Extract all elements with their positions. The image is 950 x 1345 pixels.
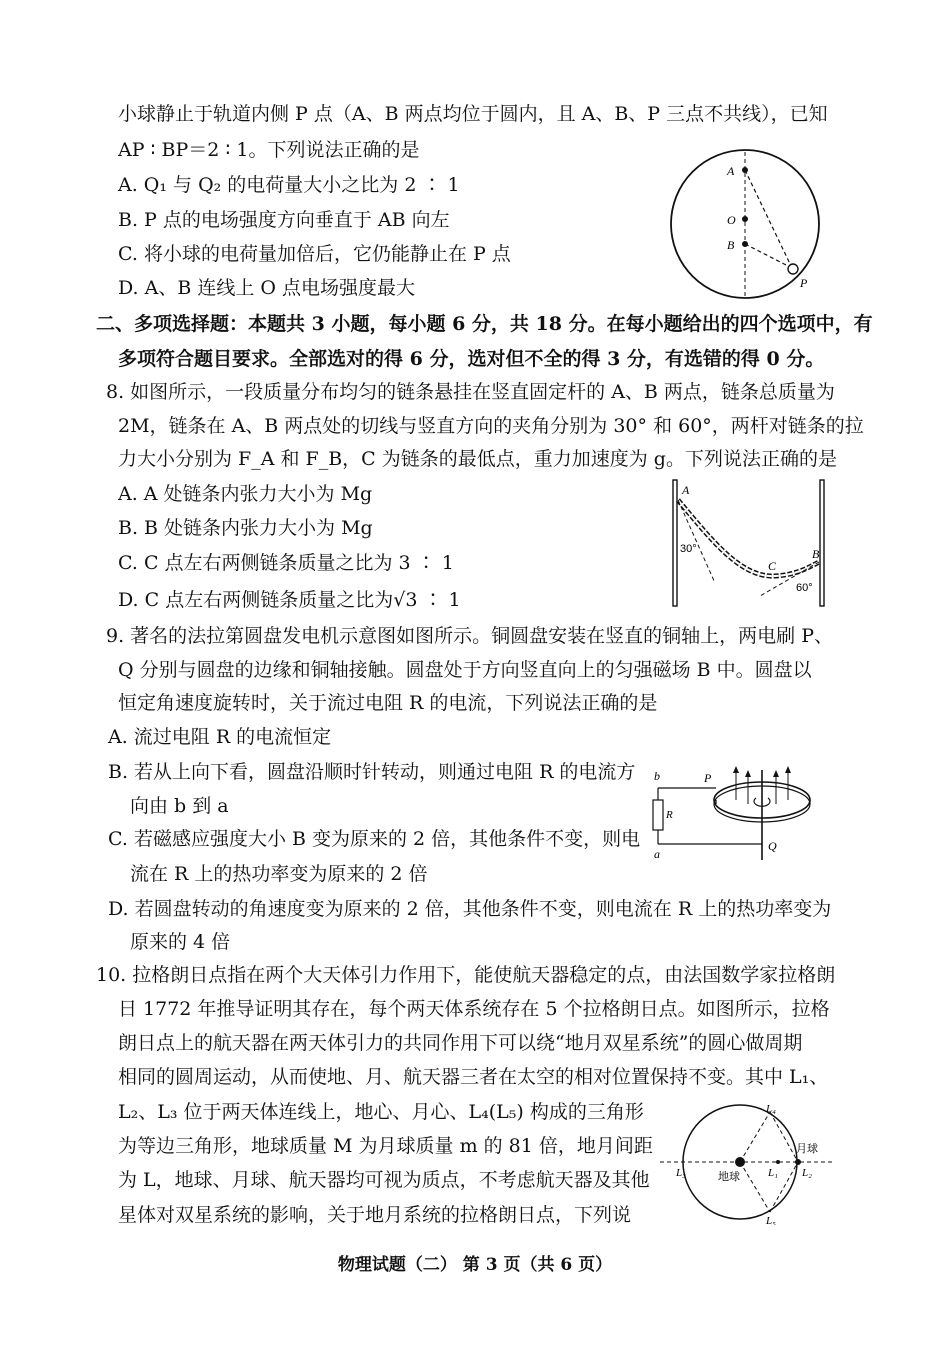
q10-label-l1: L₁ [768,1167,778,1179]
q10-label-l3: L₃ [676,1167,686,1179]
q10-line-6: 为等边三角形，地球质量 M 为月球质量 m 的 81 倍，地月间距 [118,1135,653,1157]
q8-label-b: B [812,547,820,561]
q10-line-5: L₂、L₃ 位于两天体连线上，地心、月心、L₄(L₅) 构成的三角形 [118,1101,644,1123]
q10-line-4: 相同的圆周运动，从而使地、月、航天器三者在太空的相对位置保持不变。其中 L₁、 [118,1066,829,1088]
q9-label-r: R [666,809,673,821]
q10-label-moon: 月球 [796,1142,818,1155]
q7-label-o: O [727,213,736,227]
q9-option-b-line-2: 向由 b 到 a [130,795,229,817]
q7-line-1: 小球静止于轨道内侧 P 点（A、B 两点均位于圆内，且 A、B、P 三点不共线），已知 [118,103,828,125]
q9-option-c-line-1: C. 若磁感应强度大小 B 变为原来的 2 倍，其他条件不变，则电 [108,828,641,850]
q9-option-d-line-1: D. 若圆盘转动的角速度变为原来的 2 倍，其他条件不变，则电流在 R 上的热功率变为 [108,898,832,920]
q9-line-2: Q 分别与圆盘的边缘和铜轴接触。圆盘处于方向竖直向上的匀强磁场 B 中。圆盘以 [118,659,812,681]
section2-heading-line-2: 多项符合题目要求。全部选对的得 6 分，选对但不全的得 3 分，有选错的得 0 分。 [118,348,825,370]
q8-option-b: B. B 处链条内张力大小为 Mg [118,517,373,539]
q8-line-2: 2M，链条在 A、B 两点处的切线与竖直方向的夹角分别为 30° 和 60°，两杆对链条的拉 [118,415,864,437]
q7-figure-circle-track [665,148,825,300]
page-footer: 物理试题（二） 第 3 页（共 6 页） [337,1255,613,1275]
q9-line-1: 9. 著名的法拉第圆盘发电机示意图如图所示。铜圆盘安装在竖直的铜轴上，两电刷 P、 [106,625,833,647]
q9-option-a: A. 流过电阻 R 的电流恒定 [108,726,332,748]
q8-option-a: A. A 处链条内张力大小为 Mg [118,483,373,505]
q9-label-q: Q [768,839,777,853]
q9-option-b-line-1: B. 若从上向下看，圆盘沿顺时针转动，则通过电阻 R 的电流方 [108,761,636,783]
q7-label-b: B [727,238,735,252]
q9-option-d-line-2: 原来的 4 倍 [130,931,231,953]
q8-label-a: A [682,483,690,497]
q9-figure-faraday-disk [650,760,830,865]
q7-option-a: A. Q₁ 与 Q₂ 的电荷量大小之比为 2 ∶ 1 [118,174,460,196]
q8-option-d: D. C 点左右两侧链条质量之比为√3 ∶ 1 [118,589,461,611]
q8-label-angle-a: 30° [680,543,697,555]
q8-label-angle-b: 60° [796,582,813,594]
q10-line-3: 朗日点上的航天器在两天体引力的共同作用下可以绕“地月双星系统”的圆心做周期 [118,1032,803,1054]
q10-line-8: 星体对双星系统的影响，关于地月系统的拉格朗日点，下列说 [118,1204,632,1226]
q7-label-p: P [800,276,808,290]
q7-line-2: AP ∶ BP＝2 ∶ 1。下列说法正确的是 [118,139,420,161]
q9-line-3: 恒定角速度旋转时，关于流过电阻 R 的电流，下列说法正确的是 [118,692,658,714]
q8-line-3: 力大小分别为 F_A 和 F_B，C 为链条的最低点，重力加速度为 g。下列说法正确的是 [118,448,837,470]
q10-label-l4: L₄ [766,1103,776,1115]
q10-label-earth: 地球 [718,1170,740,1183]
section2-heading-line-1: 二、多项选择题：本题共 3 小题，每小题 6 分，共 18 分。在每小题给出的四个选项中，有 [96,313,873,335]
q7-option-d: D. A、B 连线上 O 点电场强度最大 [118,277,416,299]
q9-label-a: a [654,847,660,861]
q7-option-b: B. P 点的电场强度方向垂直于 AB 向左 [118,209,450,231]
q9-label-p: P [704,771,712,785]
q8-figure-chain [670,478,830,608]
q8-label-c: C [768,559,777,573]
q9-option-c-line-2: 流在 R 上的热功率变为原来的 2 倍 [130,863,428,885]
q8-option-c: C. C 点左右两侧链条质量之比为 3 ∶ 1 [118,552,454,574]
q7-label-a: A [727,164,735,178]
q7-option-c: C. 将小球的电荷量加倍后，它仍能静止在 P 点 [118,243,511,265]
q10-line-2: 日 1772 年推导证明其存在，每个两天体系统存在 5 个拉格朗日点。如图所示，拉格 [118,998,830,1020]
q10-label-l5: L₅ [766,1215,776,1225]
q10-line-1: 10. 拉格朗日点指在两个大天体引力作用下，能使航天器稳定的点，由法国数学家拉格朗 [96,964,836,986]
q10-figure-lagrange-points [660,1100,840,1225]
q10-line-7: 为 L，地球、月球、航天器均可视为质点，不考虑航天器及其他 [118,1169,650,1191]
q8-line-1: 8. 如图所示，一段质量分布均匀的链条悬挂在竖直固定杆的 A、B 两点，链条总质量为 [106,381,835,403]
q10-label-l2: L₂ [802,1167,812,1179]
q9-label-b: b [654,769,660,783]
